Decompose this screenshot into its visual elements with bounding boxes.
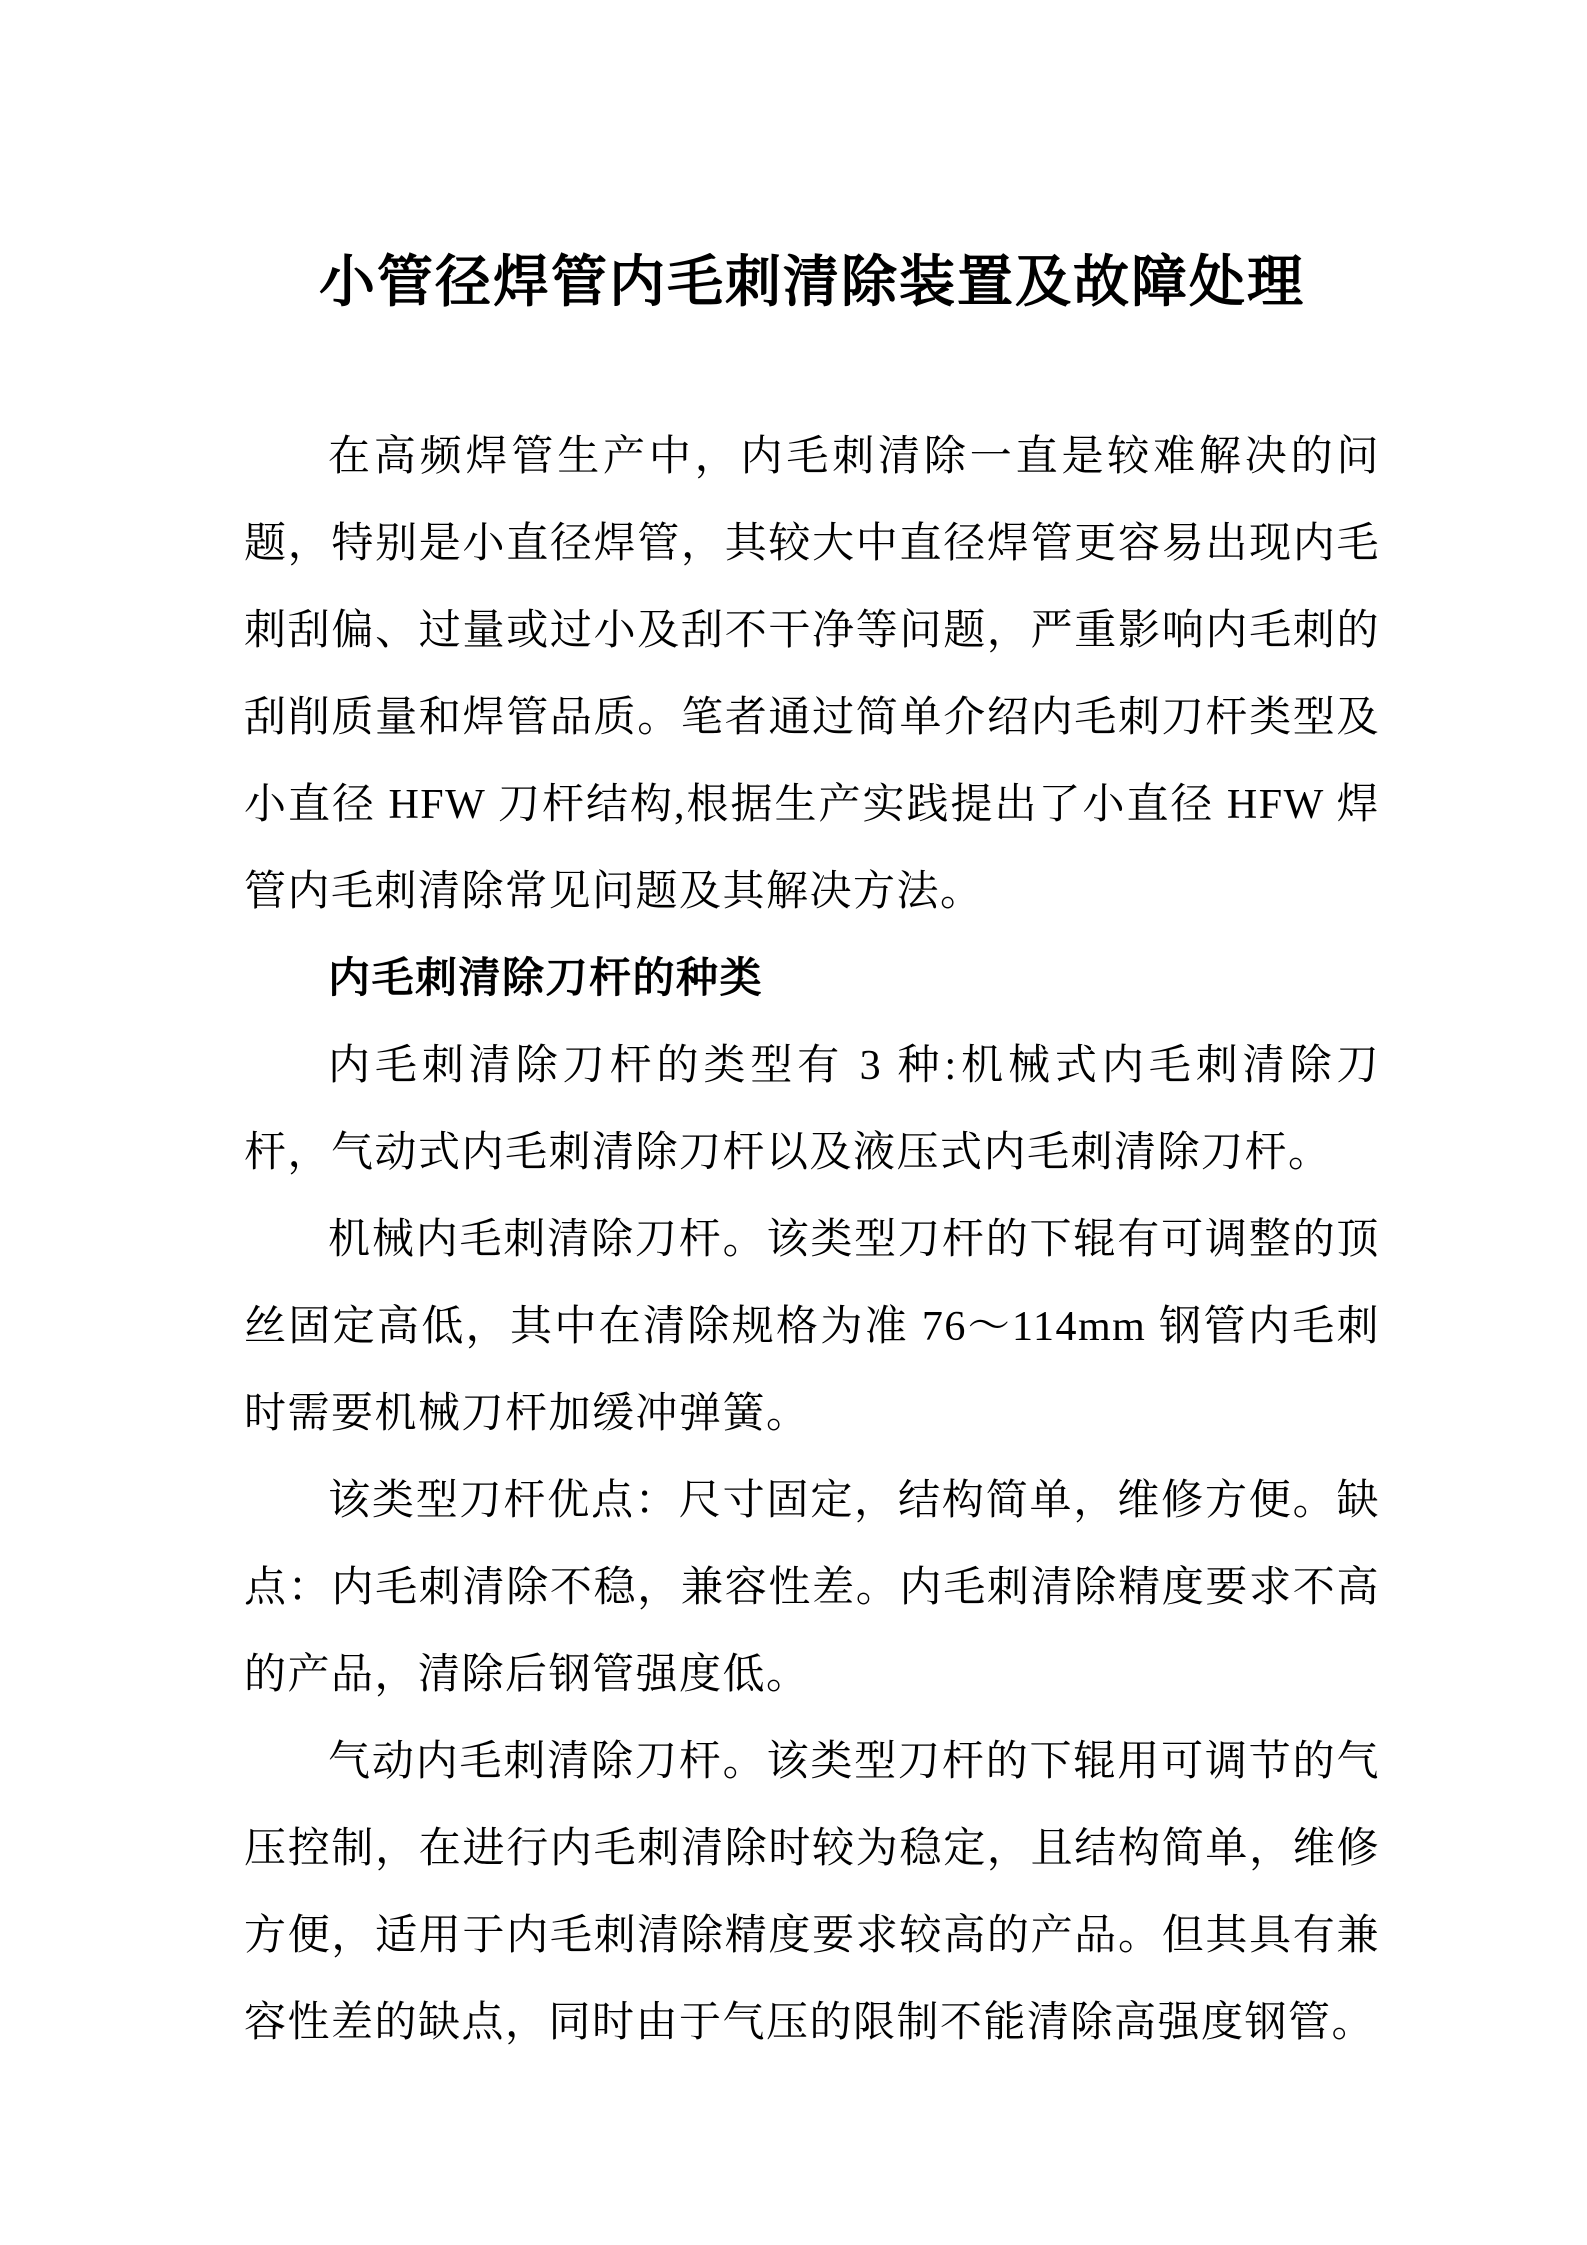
document-title: 小管径焊管内毛刺清除装置及故障处理 <box>319 252 1305 314</box>
paragraph-mechanical-cutter: 机械内毛刺清除刀杆。该类型刀杆的下辊有可调整的顶丝固定高低，其中在清除规格为准 76～114mm 钢管内毛刺时需要机械刀杆加缓冲弹簧。 <box>244 1217 1380 1437</box>
paragraph-cutter-type-list: 内毛刺清除刀杆的类型有 3 种:机械式内毛刺清除刀杆，气动式内毛刺清除刀杆以及液压式内毛刺清除刀杆。 <box>244 1043 1380 1176</box>
paragraph-intro: 在高频焊管生产中，内毛刺清除一直是较难解决的问题，特别是小直径焊管，其较大中直径焊管更容易出现内毛刺刮偏、过量或过小及刮不干净等问题，严重影响内毛刺的刮削质量和焊管品质。笔者通过简单介绍内毛刺刀杆类型及小直径 HFW 刀杆结构,根据生产实践提出了小直径 HFW 焊管内毛刺清除常见问题及其解决方法。 <box>244 434 1380 915</box>
section-heading-cutter-types: 内毛刺清除刀杆的种类 <box>328 956 764 1002</box>
paragraph-mechanical-pros-cons: 该类型刀杆优点：尺寸固定，结构简单，维修方便。缺点：内毛刺清除不稳，兼容性差。内毛刺清除精度要求不高的产品，清除后钢管强度低。 <box>244 1478 1380 1698</box>
paragraph-pneumatic-cutter: 气动内毛刺清除刀杆。该类型刀杆的下辊用可调节的气压控制，在进行内毛刺清除时较为稳定，且结构简单，维修方便，适用于内毛刺清除精度要求较高的产品。但其具有兼容性差的缺点，同时由于气压的限制不能清除高强度钢管。 <box>244 1739 1380 2046</box>
document-content <box>244 248 1380 2067</box>
